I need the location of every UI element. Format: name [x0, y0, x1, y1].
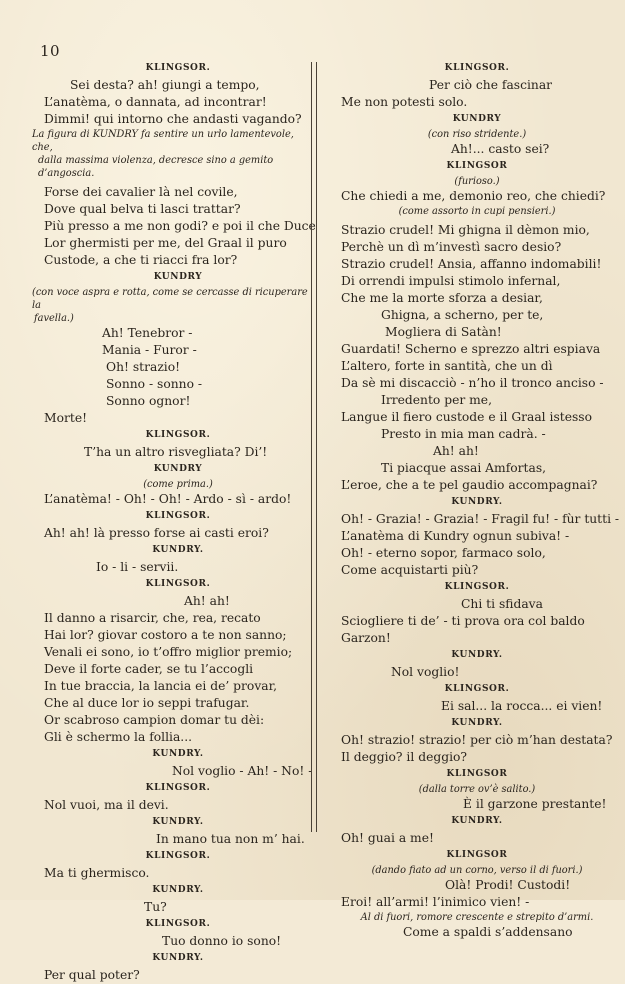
- verse-line: Mania - Furor -: [102, 343, 197, 357]
- verse-line: Mogliera di Satàn!: [385, 325, 502, 339]
- verse-line: Olà! Prodi! Custodi!: [445, 878, 571, 892]
- verse-line: Che al duce lor io seppi trafugar.: [44, 696, 250, 710]
- verse-line: Venali ei sono, io t’offro miglior premio;: [44, 645, 293, 659]
- verse-line: Da sè mi discacciò - n’ho il tronco anciso -: [341, 376, 604, 390]
- speaker-name: KUNDRY.: [451, 650, 503, 660]
- verse-line: Ei sal... la rocca... ei vien!: [441, 699, 603, 713]
- left-column: [32, 60, 316, 984]
- speaker-name: KLINGSOR.: [145, 579, 211, 589]
- speaker-name: KUNDRY.: [152, 545, 204, 555]
- verse-line: Ah!... casto sei?: [451, 142, 550, 156]
- speaker-name: KLINGSOR.: [145, 430, 211, 440]
- verse-line: È il garzone prestante!: [463, 797, 607, 811]
- verse-line: L’anatèma di Kundry ognun subiva! -: [341, 529, 570, 543]
- verse-line: Tuo donno io sono!: [162, 934, 282, 948]
- verse-line: Sciogliere ti de’ - ti prova ora col baldo: [341, 614, 585, 628]
- verse-line: Che chiedi a me, demonio reo, che chiedi?: [341, 189, 606, 203]
- speaker-name: KUNDRY: [452, 114, 502, 124]
- verse-line: Presto in mia man cadrà. -: [381, 427, 546, 441]
- verse-line: Oh! strazio!: [106, 360, 181, 374]
- verse-line: In tue braccia, la lancia ei de’ provar,: [44, 679, 278, 693]
- column-divider: [311, 62, 317, 832]
- verse-line: Tu?: [144, 900, 167, 914]
- verse-line: Perchè un dì m’investì sacro desio?: [341, 240, 562, 254]
- speaker-name: KLINGSOR.: [444, 582, 510, 592]
- stage-direction: dalla massima violenza, decresce sino a gemito d’angoscia.: [38, 155, 274, 179]
- verse-line: Più presso a me non godi? e poi il che Duce: [44, 219, 316, 233]
- stage-direction: Al di fuori, romore crescente e strepito d’armi.: [360, 912, 594, 923]
- verse-line: Forse dei cavalier là nel covile,: [44, 185, 238, 199]
- verse-line: Sonno - sonno -: [106, 377, 203, 391]
- verse-line: Sonno ognor!: [106, 394, 191, 408]
- verse-line: In mano tua non m’ hai.: [156, 832, 305, 846]
- verse-line: Guardati! Scherno e sprezzo altri espiava: [341, 342, 601, 356]
- verse-line: Il deggio? il deggio?: [341, 750, 468, 764]
- verse-line: Di orrendi impulsi stimolo infernal,: [341, 274, 561, 288]
- verse-line: Gli è schermo la follia...: [44, 730, 193, 744]
- verse-line: T’ha un altro risvegliata? Di’!: [84, 445, 268, 459]
- verse-line: Oh! strazio! strazio! per ciò m’han destata?: [341, 733, 613, 747]
- verse-line: L’altero, forte in santità, che un dì: [341, 359, 553, 373]
- verse-line: Sei desta? ah! giungi a tempo,: [70, 78, 260, 92]
- verse-line: Custode, a che ti riacci fra lor?: [44, 253, 238, 267]
- stage-direction: (dando fiato ad un corno, verso il di fuori.): [371, 865, 583, 876]
- verse-line: Per qual poter?: [44, 968, 140, 982]
- verse-line: Nol voglio!: [391, 665, 460, 679]
- verse-line: Irredento per me,: [381, 393, 492, 407]
- speaker-name: KUNDRY.: [451, 718, 503, 728]
- verse-line: Strazio crudel! Ansia, affanno indomabili!: [341, 257, 602, 271]
- speaker-name: KLINGSOR.: [145, 783, 211, 793]
- verse-line: Deve il forte cader, se tu l’accogli: [44, 662, 254, 676]
- speaker-name: KLINGSOR.: [145, 851, 211, 861]
- verse-line: Oh! - eterno sopor, farmaco solo,: [341, 546, 546, 560]
- verse-line: Ma ti ghermisco.: [44, 866, 150, 880]
- verse-line: Dove qual belva ti lasci trattar?: [44, 202, 241, 216]
- verse-line: Dimmi! qui intorno che andasti vagando?: [44, 112, 302, 126]
- verse-line: Or scabroso campion domar tu dèi:: [44, 713, 265, 727]
- verse-line: Ah! ah!: [433, 444, 479, 458]
- verse-line: Io - li - servii.: [96, 560, 179, 574]
- speaker-name: KUNDRY.: [152, 749, 204, 759]
- speaker-name: KUNDRY.: [451, 497, 503, 507]
- stage-direction: (furioso.): [454, 176, 500, 187]
- speaker-name: KLINGSOR.: [444, 63, 510, 73]
- verse-line: Oh! guai a me!: [341, 831, 434, 845]
- speaker-name: KLINGSOR.: [145, 919, 211, 929]
- verse-line: Hai lor? giovar costoro a te non sanno;: [44, 628, 287, 642]
- verse-line: Ah! Tenebror -: [102, 326, 193, 340]
- verse-line: Che me la morte sforza a desiar,: [341, 291, 543, 305]
- verse-line: Oh! - Grazia! - Grazia! - Fragil fu! - fùr tutti -: [341, 512, 620, 526]
- speaker-name: KLINGSOR: [446, 850, 508, 860]
- verse-line: Nol voglio - Ah! - No! -: [172, 764, 313, 778]
- verse-line: L’anatèma, o dannata, ad incontrar!: [44, 95, 267, 109]
- speaker-name: KUNDRY.: [451, 816, 503, 826]
- stage-direction: (come prima.): [143, 479, 213, 490]
- speaker-name: KLINGSOR.: [145, 63, 211, 73]
- stage-direction: (dalla torre ov’è salito.): [418, 784, 536, 795]
- verse-line: Il danno a risarcir, che, rea, recato: [44, 611, 261, 625]
- speaker-name: KUNDRY: [153, 272, 203, 282]
- verse-line: Ah! ah!: [184, 594, 230, 608]
- speaker-name: KUNDRY.: [152, 817, 204, 827]
- verse-line: Garzon!: [341, 631, 391, 645]
- verse-line: Come a spaldi s’addensano: [403, 925, 573, 939]
- stage-direction: La figura di KUNDRY fa sentire un urlo lamentevole, che,: [32, 129, 294, 153]
- verse-line: Strazio crudel! Mi ghigna il dèmon mio,: [341, 223, 590, 237]
- verse-line: Per ciò che fascinar: [429, 78, 553, 92]
- speaker-name: KLINGSOR: [446, 161, 508, 171]
- verse-line: L’eroe, che a te pel gaudio accompagnai?: [341, 478, 598, 492]
- page-number: 10: [40, 42, 61, 60]
- verse-line: Nol vuoi, ma il devi.: [44, 798, 169, 812]
- verse-line: Ah! ah! là presso forse ai casti eroi?: [44, 526, 269, 540]
- verse-line: Langue il fiero custode e il Graal istesso: [341, 410, 593, 424]
- speaker-name: KUNDRY.: [152, 953, 204, 963]
- verse-line: Ti piacque assai Amfortas,: [381, 461, 547, 475]
- speaker-name: KLINGSOR.: [145, 511, 211, 521]
- speaker-name: KUNDRY.: [152, 885, 204, 895]
- stage-direction: (con riso stridente.): [427, 129, 527, 140]
- speaker-name: KUNDRY: [153, 464, 203, 474]
- speaker-name: KLINGSOR.: [444, 684, 510, 694]
- verse-line: L’anatèma! - Oh! - Oh! - Ardo - sì - ardo!: [44, 492, 292, 506]
- verse-line: Morte!: [44, 411, 88, 425]
- verse-line: Come acquistarti più?: [341, 563, 479, 577]
- verse-line: Chi ti sfidava: [461, 597, 543, 611]
- speaker-name: KLINGSOR: [446, 769, 508, 779]
- stage-direction: favella.): [34, 313, 74, 324]
- verse-line: Eroi! all’armi! l’inimico vien! -: [341, 895, 530, 909]
- verse-line: Me non potesti solo.: [341, 95, 468, 109]
- verse-line: Lor ghermisti per me, del Graal il puro: [44, 236, 287, 250]
- stage-direction: (come assorto in cupi pensieri.): [398, 206, 556, 217]
- stage-direction: (con voce aspra e rotta, come se cercasse di ricuperare la: [32, 287, 308, 311]
- verse-line: Ghigna, a scherno, per te,: [381, 308, 544, 322]
- right-column: [341, 60, 620, 941]
